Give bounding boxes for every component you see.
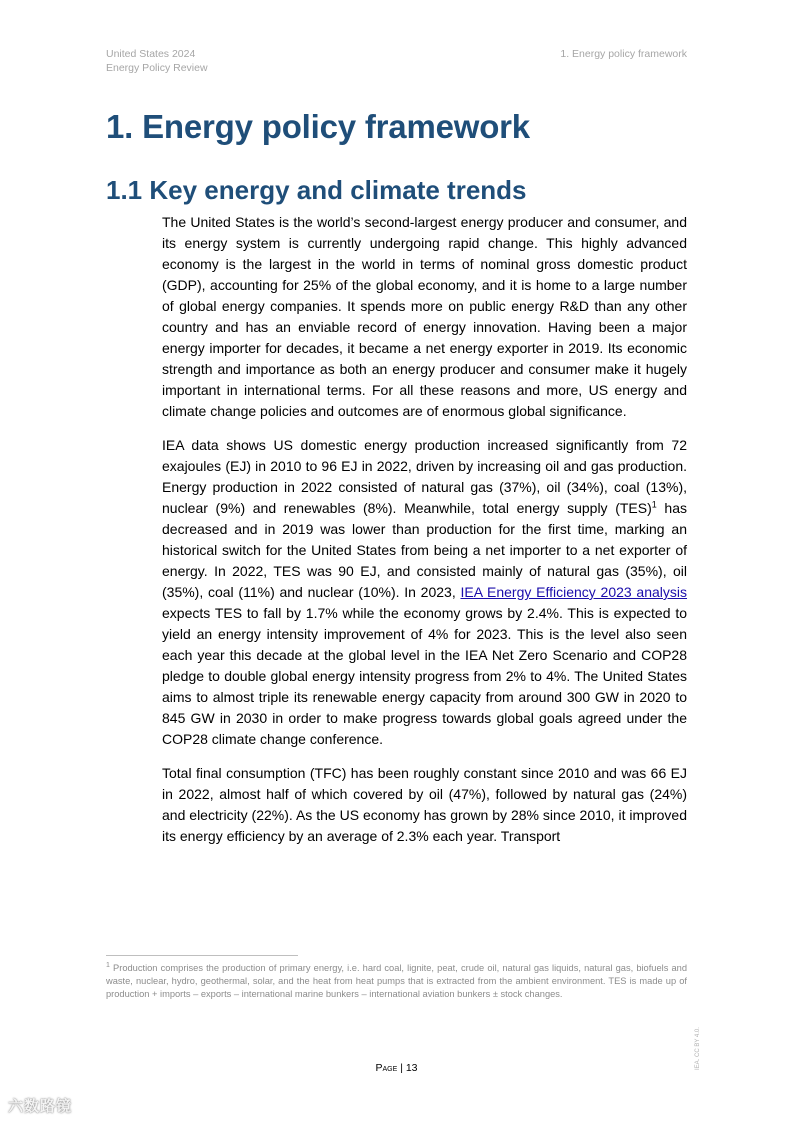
page-label: Page — [375, 1062, 398, 1074]
energy-efficiency-2023-link[interactable]: IEA Energy Efficiency 2023 analysis — [460, 584, 688, 600]
paragraph-2-part-b: has decreased and in 2019 was lower than production for the first time, marking an historical switch for the United States from being a net importer to a net exporter of energy. In 2022, TES was 90 EJ, and consisted mainly of natural gas (35%), oil (35%), coal (11%) and nuclear (10%). In 2023, — [162, 500, 687, 600]
paragraph-2 — [162, 435, 687, 750]
page-number — [0, 1062, 793, 1074]
chapter-heading: 1. Energy policy framework — [106, 108, 530, 145]
footnote-reference[interactable]: 1 — [651, 499, 657, 510]
section-heading: 1.1 Key energy and climate trends — [106, 175, 527, 205]
paragraph-2-part-a: IEA data shows US domestic energy production increased significantly from 72 exajoules (EJ) in 2010 to 96 EJ in 2022, driven by increasing oil and gas production. Energy production in 2022 consisted of natural gas (37%), oil (34%), coal (13%), nuclear (9%) and renewables (8%). Meanwhile, total energy supply (TES) — [162, 437, 687, 516]
footnote-marker: 1 — [106, 961, 110, 969]
footnote — [106, 962, 687, 1001]
report-title: United States 2024 — [106, 48, 196, 60]
body-text — [162, 212, 687, 860]
running-header-left — [106, 47, 208, 75]
page-number-value: | 13 — [400, 1062, 418, 1074]
paragraph-1: The United States is the world’s second-largest energy producer and consumer, and its energy system is currently undergoing rapid change. This highly advanced economy is the largest in the world in terms of nominal gross domestic product (GDP), accounting for 25% of the global economy, and it is home to a large number of global energy companies. It spends more on public energy R&D than any other country and has an enviable record of energy innovation. Having been a major energy importer for decades, it became a net energy exporter in 2019. Its economic strength and importance as both an energy producer and consumer make it hugely important in international terms. For all these reasons and more, US energy and climate change policies and outcomes are of enormous global significance. — [162, 214, 687, 419]
running-header-chapter: 1. Energy policy framework — [560, 48, 687, 60]
footnote-text: Production comprises the production of primary energy, i.e. hard coal, lignite, peat, crude oil, natural gas liquids, natural gas, biofuels and waste, nuclear, hydro, geothermal, solar, and the heat from heat pumps that is extracted from the ambient environment. TES is made up of production + imports – exports – international marine bunkers – international aviation bunkers ± stock changes. — [106, 963, 687, 999]
watermark-logo — [8, 1095, 72, 1116]
footnote-divider — [106, 955, 298, 956]
watermark-text: 六数路镜 — [8, 1098, 73, 1115]
paragraph-2-part-c: expects TES to fall by 1.7% while the economy grows by 2.4%. This is expected to yield an energy intensity improvement of 4% for 2023. This is the level also seen each year this decade at the global level in the IEA Net Zero Scenario and COP28 pledge to double global energy intensity progress from 2% to 4%. The United States aims to almost triple its renewable energy capacity from around 300 GW in 2020 to 845 GW in 2030 in order to make progress towards global goals agreed under the COP28 climate change conference. — [162, 605, 687, 747]
paragraph-3: Total final consumption (TFC) has been roughly constant since 2010 and was 66 EJ in 2022, almost half of which covered by oil (47%), followed by natural gas (24%) and electricity (22%). As the US economy has grown by 28% since 2010, it improved its energy efficiency by an average of 2.3% each year. Transport — [162, 765, 687, 844]
license-note: IEA. CC BY 4.0. — [695, 1027, 701, 1070]
report-subtitle: Energy Policy Review — [106, 62, 208, 74]
